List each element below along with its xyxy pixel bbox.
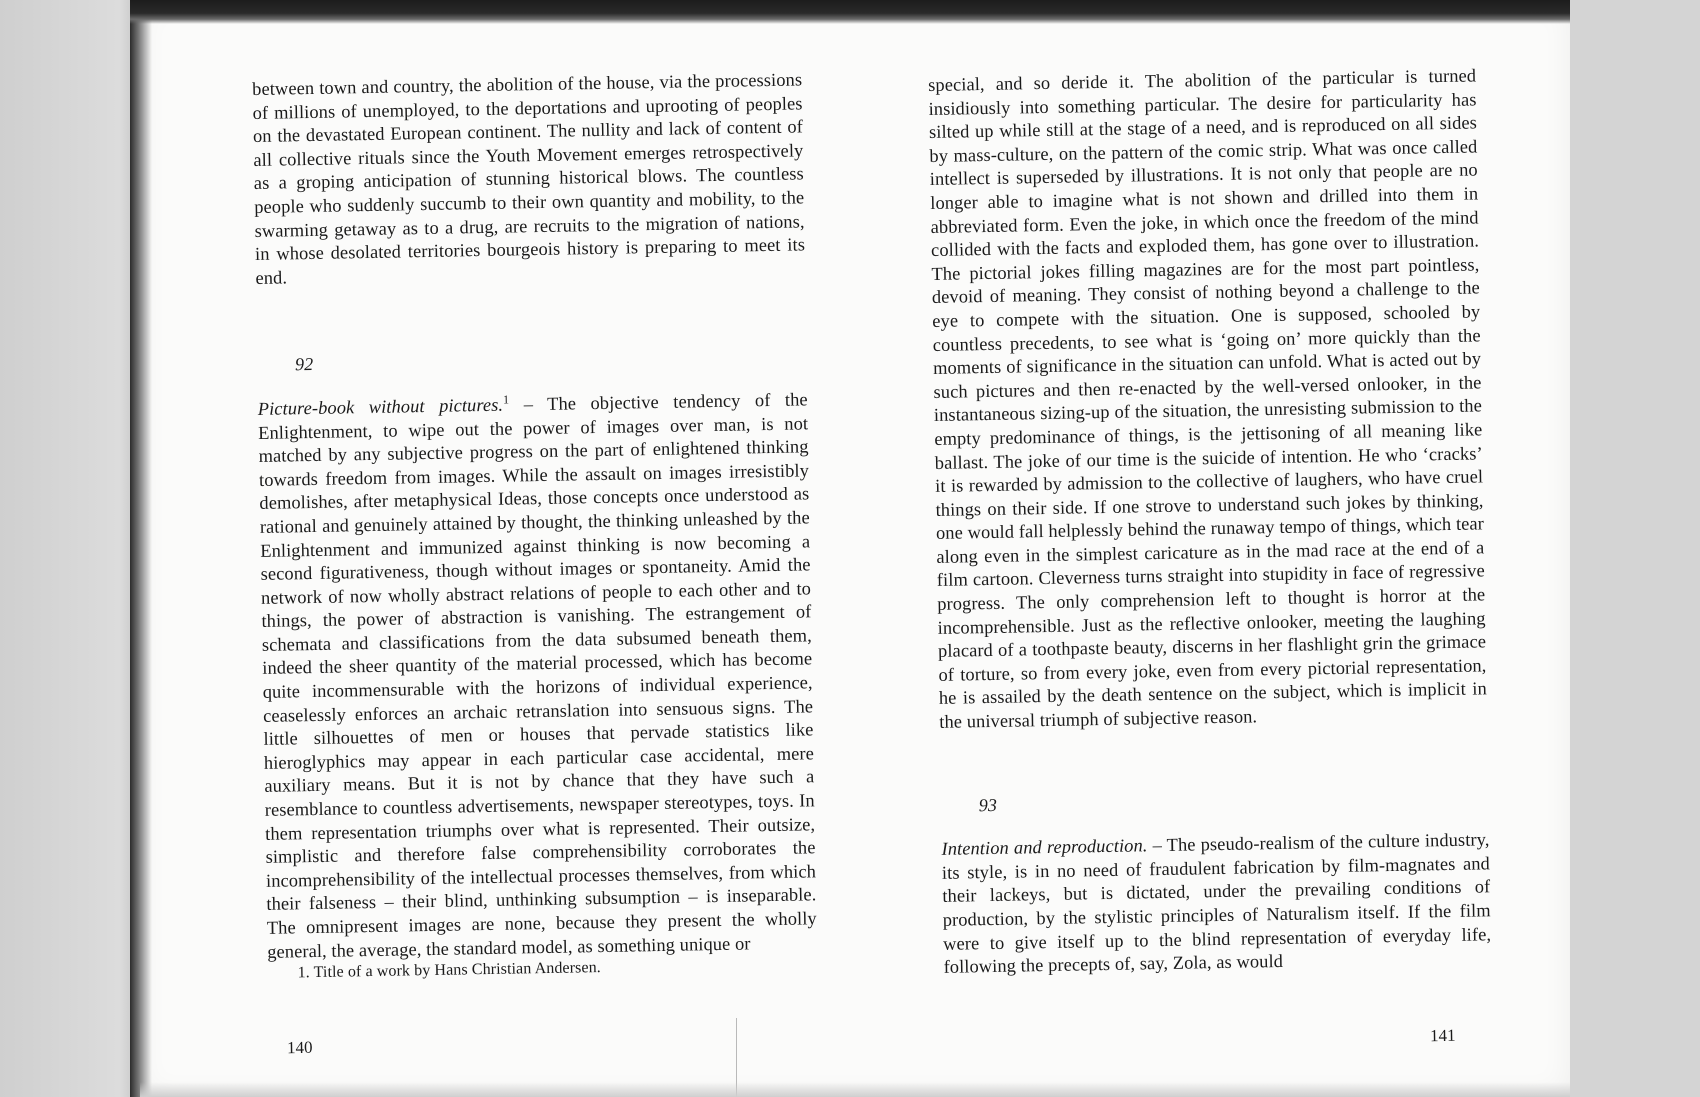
section-92-title: Picture-book without pictures.: [257, 394, 504, 419]
top-edge-shadow: [130, 0, 1580, 24]
footnote: 1. Title of a work by Hans Christian Andersen.: [297, 959, 601, 982]
page-number-right: 141: [1429, 1025, 1456, 1046]
bottom-edge-shadow: [140, 1082, 1570, 1097]
left-paragraph-continued: between town and country, the abolition of the house, via the processions of millions of unemployed, to the deportations and uprooting of peoples on the devastated European continent. The nullity and lack of content of all collective rituals since the Youth Movement emerges retrospectively as a groping anticipation of stunning historical blows. The countless people who suddenly succumb to their own quantity and mobility, to the swarming getaway as to a drug, are recruits to the migration of nations, in whose desolated territories bourgeois history is preparing to meet its end.: [252, 69, 806, 288]
scanner-margin: [1570, 0, 1700, 1097]
left-page: [252, 68, 818, 984]
section-number-92: 92: [294, 354, 314, 375]
footnote-marker: 1: [502, 392, 510, 407]
section-92-body: [258, 388, 818, 964]
section-93-text: – The pseudo-realism of the culture industry, its style, is in no need of fraudulent fabrication by film-magnates and their lackeys, but is dictated, under the prevailing conditions of production, by the stylistic principles of Naturalism itself. If the film were to give itself up to the blind representation of everyday life, following the precepts of, say, Zola, as would: [941, 829, 1492, 978]
section-number-93: 93: [978, 794, 998, 815]
section-93-body: [941, 829, 1491, 980]
binding-shadow: [130, 0, 152, 1097]
section-93-title: Intention and reproduction.: [941, 835, 1148, 860]
right-page: [928, 64, 1492, 979]
section-92-text: – The objective tendency of the Enlightenment, to wipe out the power of images over man, is not matched by any subjective progress on the part of enlightened thinking towards freedom from images. While the assault on images irresistibly demolishes, after metaphysical Ideas, those concepts once understood as rational and genuinely attained by thought, the thinking unleashed by the Enlightenment and immunized against thinking is now becoming a second figurativeness, though without images or spontaneity. Amid the network of now wholly abstract relations of people to each other and to things, the power of abstraction is vanishing. The estrangement of schemata and classifications from the data subsumed beneath them, indeed the sheer quantity of the material processed, which has become quite incommensurable with the horizons of individual experience, ceaselessly enforces an archaic retranslation into sensuous signs. The little silhouettes of men or houses that pervade statistics like hieroglyphics may appear in each particular case accidental, mere auxiliary means. But it is not by chance that they have such a resemblance to countless advertisements, newspaper stereotypes, toys. In them representation triumphs over what is represented. Their outsize, simplistic and therefore false comprehensibility corroborates the incomprehensibility of the intellectual processes themselves, from which their falseness – their blind, unthinking subsumption – is inseparable. The omnipresent images are none, because they present the wholly general, the average, the standard model, as something unique or: [258, 389, 817, 962]
page-number-left: 140: [286, 1037, 313, 1058]
right-paragraph-continued: special, and so deride it. The abolition of the particular is turned insidiously into something particular. The desire for particularity has silted up while still at the stage of a need, and is reproduced on all sides by mass-culture, on the pattern of the comic strip. What was once called intellect is superseded by illustrations. It is not only that people are no longer able to imagine what is not shown and drilled into them in abbreviated form. Even the joke, in which once the freedom of the mind collided with the facts and exploded them, has gone over to illustration. The pictorial jokes filling magazines are for the most part pointless, devoid of meaning. They consist of nothing beyond a challenge to the eye to compete with the situation. One is supposed, schooled by countless precedents, to see what is ‘going on’ more quickly than the moments of significance in the situation can unfold. What is acted out by such pictures and then re-enacted by the well-versed onlooker, in the instantaneous sizing-up of the situation, the unresisting submission to the empty predominance of things, is the jettisoning of all meaning like ballast. The joke of our time is the suicide of intention. He who ‘cracks’ it is rewarded by admission to the collective of laughers, who have cruel things on their side. If one strove to understand such jokes by thinking, one would fall helplessly behind the runaway tempo of things, which tear along even in the simplest caricature as in the mad race at the end of a film cartoon. Cleverness turns straight into stupidity in face of regressive progress. The only comprehension left to thought is horror at the incomprehensible. Just as the reflective onlooker, meeting the laughing placard of a toothpaste beauty, discerns in her flashlight grin the grimace of torture, so from every joke, even from every pictorial representation, he is assailed by the death sentence on the subject, which is implicit in the universal triumph of subjective reason.: [928, 65, 1487, 732]
